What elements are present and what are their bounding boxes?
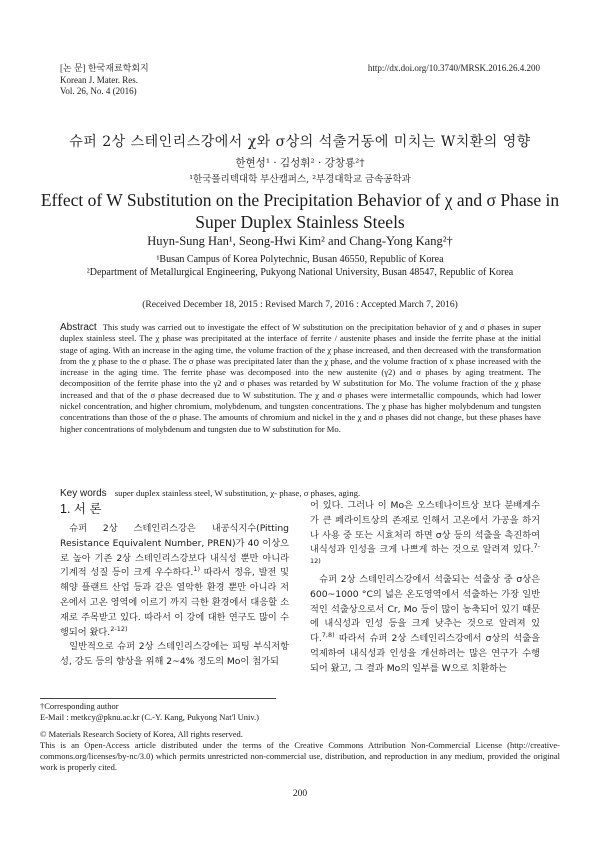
footnote-divider	[40, 698, 276, 699]
keywords	[60, 488, 541, 499]
title-ko: 슈퍼 2상 스테인리스강에서 χ와 σ상의 석출거동에 미치는 W치환의 영향	[69, 134, 531, 150]
author-email: E-Mail : metkcy@pknu.ac.kr (C.-Y. Kang, Pukyong Nat'l Univ.)	[40, 712, 259, 722]
title-en: Effect of W Substitution on the Precipitation Behavior of χ and σ Phase in Super Duplex Stainless Steels	[40, 190, 560, 232]
section-heading-introduction: 1. 서 론	[60, 502, 102, 516]
abstract	[60, 322, 541, 435]
authors-ko: 한현성¹ · 김성휘² · 강창룡²†	[235, 157, 365, 169]
affiliation-en-2: ²Department of Metallurgical Engineering, Pukyong National University, Busan 48547, Republic of Korea	[86, 267, 514, 278]
page-number: 200	[292, 789, 308, 799]
affiliation-en-1: ¹Busan Campus of Korea Polytechnic, Busan 46550, Republic of Korea	[156, 254, 444, 265]
intro-paragraph-4: 슈퍼 2상 스테인리스강에서 석출되는 석출상 중 σ상은 600~1000 °C의 넓은 온도영역에서 석출하는 가장 일반적인 석출상으로서 Cr, Mo 등이 많이 농축되어 있기 때문에 내식성과 인성 등을 크게 낮추는 것으로 알려져 있다.$^{7,8)}$ 따라서 슈퍼 2상 스테인리스강에서 σ상의 석출을 억제하여 내식성과 인성을 개선하려는 많은 연구가 수행되어 왔고, 그 결과 Mo의 일부를 W으로 치환하는	[310, 573, 540, 674]
right-column	[310, 499, 540, 677]
doi-link[interactable]: http://dx.doi.org/10.3740/MRSK.2016.26.4.200	[367, 63, 540, 73]
corresponding-author: †Corresponding author	[40, 701, 119, 711]
journal-volume: Vol. 26, No. 4 (2016)	[60, 86, 137, 96]
journal-header	[60, 63, 149, 98]
intro-paragraph-2: 일반적으로 슈퍼 2상 스테인리스강에는 피팅 부식저항성, 강도 등의 향상을 위해 2~4% 정도의 Mo이 첨가되	[60, 641, 289, 668]
intro-paragraph-1: 슈퍼 2상 스테인리스강은 내공식지수(Pitting Resistance Equivalent Number, PREN)가 40 이상으로 높아 기존 2상 스테인리스강보다 내식성 뿐만 아니라 기계적 성질 등이 크게 우수하다.$^{1)}$ 따라서 정유, 발전 및 해양 플랜트 산업 등과 같은 열악한 환경 뿐만 아니라 저온에서 고온 영역에 이르기 까지 극한 환경에서 대응할 소재로 주목받고 있다. 따라서 이 강에 대한 연구도 많이 수행되어 왔다.$^{2-12)}$	[60, 523, 290, 638]
footnote	[40, 701, 560, 773]
received-dates: (Received December 18, 2015 : Revised March 7, 2016 : Accepted March 7, 2016)	[142, 300, 458, 310]
license-text: This is an Open-Access article distributed under the terms of the Creative Commons Attribution Non-Commercial License (http://creative-commons.org/licenses/by-nc/3.0) which permits unrestricted non-commercial use, distribution, and reproduction in any medium, provided the original work is properly cited.	[40, 740, 560, 772]
abstract-text: This study was carried out to investigate the effect of W substitution on the precipitation behavior of χ and σ phases in super duplex stainless steel. The χ phase was precipitated at the interface of ferrite / austenite phases and inside the ferrite phase at the initial stage of aging. With an increase in the aging time, the volume fraction of the χ phase increased, and then decreased with the transformation from the χ phase to the σ phase. The σ phase was precipitated later than the χ phase, and the volume fraction of x phase increased with the increase in the aging time. The ferrite phase was decomposed into the new austenite (γ2) and σ phases by aging treatment. The decomposition of the ferrite phase into the γ2 and σ phases was retarded by W substitution for Mo. The volume fraction of the χ phase increased and that of the σ phase decreased due to W substitution. The χ and σ phases were intermetallic compounds, which had lower nickel concentration, and higher chromium, molybdenum, and tungsten concentrations. The χ phase has higher molybdenum and tungsten concentrations than those of the σ phase. The amounts of chromium and nickel in the χ and σ phases did not change, but these phases have higher concentrations of molybdenum and tungsten due to W substitution for Mo.	[60, 322, 541, 434]
authors-en: Huyn-Sung Han¹, Seong-Hwi Kim² and Chang-Yong Kang²†	[147, 234, 453, 248]
intro-paragraph-3: 어 있다. 그러나 이 Mo은 오스테나이트상 보다 분배계수가 큰 페라이트상의 존재로 인해서 고온에서 가공을 하거나 사용 중 또는 시효처리 하면 σ상 등의 석출을 촉진하여 내식성과 인성을 크게 나쁘게 하는 것으로 알려져 있다.$^{7-12)}$	[310, 500, 540, 566]
copyright: © Materials Research Society of Korea, All rights reserved.	[40, 729, 243, 739]
keywords-label: Key words	[60, 488, 107, 499]
journal-name-ko: [논 문] 한국재료학회지	[60, 63, 149, 73]
left-column	[60, 522, 289, 670]
affiliations-ko: ¹한국폴리텍대학 부산캠퍼스, ²부경대학교 금속공학과	[189, 174, 411, 185]
keywords-text: super duplex stainless steel, W substitution, χ- phase, σ phases, aging.	[114, 488, 361, 498]
journal-name-en: Korean J. Mater. Res.	[60, 74, 138, 85]
abstract-label: Abstract	[60, 322, 97, 333]
